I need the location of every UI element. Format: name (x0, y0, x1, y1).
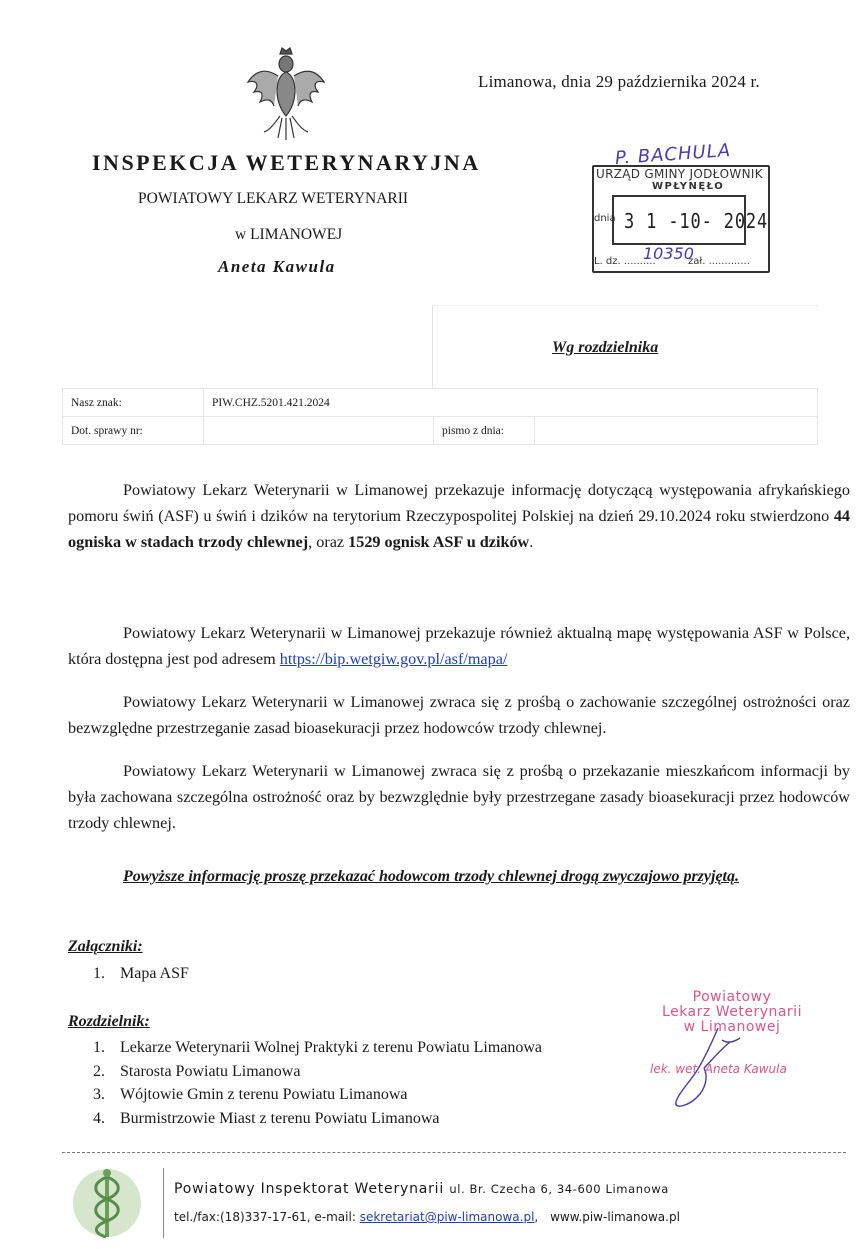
paragraph-inform-residents: Powiatowy Lekarz Weterynarii w Limanowej zwraca się z prośbą o przekazanie mieszkańcom informacji by była zachowana szczególna ostrożność oraz by bezwzględnie były przestrzegane zasady bioasekuracji przez hodowców trzody chlewnej. (68, 762, 850, 832)
letter-date: Limanowa, dnia 29 października 2024 r. (478, 72, 760, 91)
paragraph-asf-outbreaks: Powiatowy Lekarz Weterynarii w Limanowej przekazuje informację dotyczącą występowania afrykańskiego pomoru świń (ASF) u świń i dzików na terytorium Rzeczypospolitej Polskiej na dzień 29.10.2024 roku stwierdzono 44 ogniska w stadach trzody chlewnej, oraz 1529 ognisk ASF u dzików. (68, 481, 850, 551)
case-number-value (204, 417, 434, 445)
footer-divider (62, 1152, 846, 1153)
recipient: Wg rozdzielnika (552, 339, 659, 356)
list-item: 4. Burmistrzowie Miast z terenu Powiatu Limanowa (93, 1109, 440, 1127)
footer-org-line: Powiatowy Inspektorat Weterynarii ul. Br. Czecha 6, 34-600 Limanowa (174, 1181, 669, 1197)
paragraph-biosecurity: Powiatowy Lekarz Weterynarii w Limanowej zwraca się z prośbą o zachowanie szczególnej ostrożności oraz bezwzględne przestrzeganie zasad bioasekuracji przez hodowców trzody chlewnej. (68, 693, 850, 737)
stamp-handwritten-note: P. BACHULA (614, 139, 732, 170)
distribution-list (93, 1036, 542, 1130)
footer-phone: tel./fax:(18)337-17-61, (174, 1210, 311, 1224)
org-officer-name: Aneta Kawula (218, 257, 336, 276)
stamp-ldz-label: L. dz. .......... (594, 256, 656, 267)
polish-eagle-emblem-icon (244, 42, 328, 142)
signature-name: lek. wet. Aneta Kawula (650, 1062, 787, 1076)
handwritten-signature (660, 1020, 750, 1110)
stamp-date: 3 1 -10- 2024 (624, 209, 769, 233)
footer-separator (163, 1168, 164, 1238)
org-subtitle: POWIATOWY LEKARZ WETERYNARII (138, 190, 409, 207)
footer-email-label: e-mail: (314, 1210, 356, 1224)
stamp-attachments-label: zał. ............. (688, 256, 750, 267)
footer-website[interactable]: www.piw-limanowa.pl (550, 1210, 680, 1224)
stamp-date-label: dnia (594, 213, 616, 224)
org-title: INSPEKCJA WETERYNARYJNA (92, 150, 481, 175)
notice: Powyższe informację proszę przekazać hodowcom trzody chlewnej drogą zwyczajowo przyjętą. (123, 868, 739, 885)
list-item: 3. Wójtowie Gmin z terenu Powiatu Limanowa (93, 1086, 408, 1103)
stamp-number: 10350 (643, 244, 694, 263)
org-city: w LIMANOWEJ (235, 226, 343, 243)
letter-date-label: pismo z dnia: (434, 417, 535, 445)
footer-contact-line: tel./fax:(18)337-17-61, e-mail: sekretariat@piw-limanowa.pl, www.piw-limanowa.pl (174, 1210, 680, 1224)
distribution-heading: Rozdzielnik: (68, 1013, 150, 1030)
list-item: 2. Starosta Powiatu Limanowa (93, 1062, 301, 1080)
list-item: 1. Lekarze Weterynarii Wolnej Praktyki z terenu Powiatu Limanowa (93, 1039, 543, 1056)
our-ref-label: Nasz znak: (63, 389, 204, 417)
case-number-label: Dot. sprawy nr: (63, 417, 204, 445)
stamp-received: WPŁYNĘŁO (652, 181, 725, 192)
veterinary-caduceus-logo-icon (62, 1163, 152, 1243)
footer-email-link[interactable]: sekretariat@piw-limanowa.pl (359, 1210, 535, 1224)
list-item: 1. Mapa ASF (93, 965, 189, 982)
letter-date-value (535, 417, 818, 445)
table-row (63, 389, 818, 417)
table-row (63, 417, 818, 445)
paragraph-asf-map: Powiatowy Lekarz Weterynarii w Limanowej przekazuje również aktualną mapę występowania ASF w Polsce, która dostępna jest pod adresem https://bip.wetgiw.gov.pl/asf/mapa/ (68, 624, 850, 668)
signature-stamp: Powiatowy Lekarz Weterynarii w Limanowej (662, 989, 802, 1035)
reference-table (62, 388, 818, 445)
attachments-heading: Załączniki: (68, 938, 143, 955)
attachments-list (93, 962, 189, 986)
asf-map-link[interactable]: https://bip.wetgiw.gov.pl/asf/mapa/ (279, 650, 508, 668)
our-ref-value: PIW.CHZ.5201.421.2024 (204, 389, 818, 417)
stamp-office: URZĄD GMINY JODŁOWNIK (596, 167, 763, 181)
